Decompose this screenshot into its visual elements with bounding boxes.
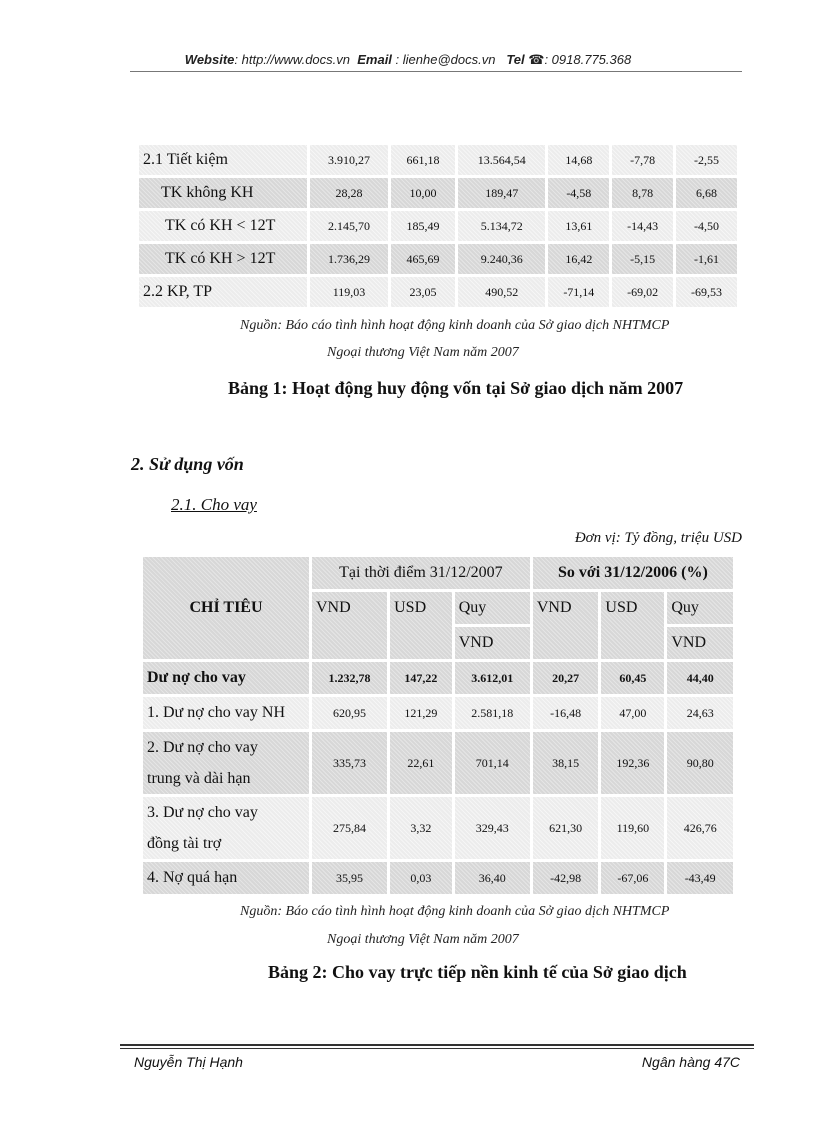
table-cell: -69,53	[676, 277, 737, 307]
deposit-table	[136, 142, 740, 310]
table-cell: -42,98	[533, 862, 599, 894]
unit-note: Đơn vị: Tỷ đồng, triệu USD	[574, 530, 742, 546]
header-group-compare: So với 31/12/2006 (%)	[533, 557, 733, 589]
table-cell: 5.134,72	[458, 211, 545, 241]
table2-source-line2: Ngoại thương Việt Nam năm 2007	[327, 932, 519, 947]
row-label	[143, 732, 309, 794]
table-cell: 329,43	[455, 797, 530, 859]
footer-class: Ngân hàng 47C	[641, 1054, 740, 1070]
header-indicator: CHỈ TIÊU	[143, 557, 309, 659]
table-cell: 3,32	[390, 797, 452, 859]
table-row	[143, 662, 733, 694]
table-cell: 8,78	[612, 178, 673, 208]
table-row	[139, 244, 737, 274]
table-cell: -2,55	[676, 145, 737, 175]
subheader-vnd-pct: VND	[533, 592, 599, 659]
table-cell: 23,05	[391, 277, 455, 307]
table-cell: -43,49	[667, 862, 733, 894]
footer-divider	[120, 1044, 754, 1046]
table-row	[139, 277, 737, 307]
row-label: TK có KH < 12T	[139, 211, 307, 241]
table-cell: 701,14	[455, 732, 530, 794]
tel-label: Tel	[506, 52, 525, 67]
table-cell: 335,73	[312, 732, 387, 794]
table-cell: 119,60	[601, 797, 664, 859]
table-cell: 16,42	[548, 244, 609, 274]
row-label: TK không KH	[139, 178, 307, 208]
table-cell: 2.581,18	[455, 697, 530, 729]
table-cell: 24,63	[667, 697, 733, 729]
table-cell: 6,68	[676, 178, 737, 208]
table2-caption: Bảng 2: Cho vay trực tiếp nền kinh tế của Sở giao dịch	[268, 962, 687, 982]
table-cell: 661,18	[391, 145, 455, 175]
table-cell: -71,14	[548, 277, 609, 307]
footer-divider-thin	[120, 1048, 754, 1049]
row-label: 2.1 Tiết kiệm	[139, 145, 307, 175]
table-row	[143, 862, 733, 894]
table-row	[143, 732, 733, 794]
table-cell: 185,49	[391, 211, 455, 241]
table-cell: 13.564,54	[458, 145, 545, 175]
table-cell: -5,15	[612, 244, 673, 274]
email-label: Email	[357, 52, 392, 67]
table-cell: -4,58	[548, 178, 609, 208]
website-label: Website	[184, 52, 235, 67]
table-cell: 22,61	[390, 732, 452, 794]
subheader-usd-pct: USD	[601, 592, 664, 659]
table-cell: 147,22	[390, 662, 452, 694]
table-cell: 490,52	[458, 277, 545, 307]
table-cell: 620,95	[312, 697, 387, 729]
table-cell: 3.612,01	[455, 662, 530, 694]
loan-table	[140, 554, 736, 897]
subheader-quy-vnd: VND	[455, 627, 530, 659]
table-cell: 192,36	[601, 732, 664, 794]
table-cell: 0,03	[390, 862, 452, 894]
table-cell: 44,40	[667, 662, 733, 694]
table2-source-line1: Nguồn: Báo cáo tình hình hoạt động kinh doanh của Sở giao dịch NHTMCP	[240, 904, 670, 919]
footer-author: Nguyễn Thị Hạnh	[134, 1054, 243, 1070]
table-header-row	[143, 557, 733, 589]
table-cell: 426,76	[667, 797, 733, 859]
table-row	[143, 797, 733, 859]
row-label-line1: 2. Dư nợ cho vay	[147, 739, 258, 756]
table-cell: 1.736,29	[310, 244, 388, 274]
header-divider	[130, 71, 742, 72]
table-row	[143, 697, 733, 729]
email-value[interactable]: : lienhe@docs.vn	[395, 52, 496, 67]
table-cell: -69,02	[612, 277, 673, 307]
table-row	[139, 178, 737, 208]
table-cell: 14,68	[548, 145, 609, 175]
table-cell: 2.145,70	[310, 211, 388, 241]
table1-source-line1: Nguồn: Báo cáo tình hình hoạt động kinh doanh của Sở giao dịch NHTMCP	[240, 318, 670, 333]
table-cell: -14,43	[612, 211, 673, 241]
table-row	[139, 145, 737, 175]
subheader-quy-pct: Quy	[667, 592, 733, 624]
table-cell: 121,29	[390, 697, 452, 729]
table-cell: 36,40	[455, 862, 530, 894]
subsection-title: 2.1. Cho vay	[171, 495, 257, 514]
table-row	[139, 211, 737, 241]
header-group-current: Tại thời điểm 31/12/2007	[312, 557, 530, 589]
table-cell: 35,95	[312, 862, 387, 894]
section-title: 2. Sử dụng vốn	[131, 454, 244, 474]
website-value[interactable]: : http://www.docs.vn	[234, 52, 350, 67]
table-cell: 90,80	[667, 732, 733, 794]
subheader-vnd: VND	[312, 592, 387, 659]
table-cell: 47,00	[601, 697, 664, 729]
table-cell: -1,61	[676, 244, 737, 274]
row-label: 1. Dư nợ cho vay NH	[143, 697, 309, 729]
table-cell: 28,28	[310, 178, 388, 208]
table-cell: 10,00	[391, 178, 455, 208]
table-cell: -4,50	[676, 211, 737, 241]
table-cell: 9.240,36	[458, 244, 545, 274]
table-cell: 621,30	[533, 797, 599, 859]
table-cell: -67,06	[601, 862, 664, 894]
row-label-line1: 3. Dư nợ cho vay	[147, 804, 258, 821]
table1-source-line2: Ngoại thương Việt Nam năm 2007	[327, 345, 519, 360]
page-header	[0, 52, 816, 68]
subheader-quy: Quy	[455, 592, 530, 624]
tel-value: : 0918.775.368	[544, 52, 632, 67]
row-label	[143, 797, 309, 859]
table-cell: 60,45	[601, 662, 664, 694]
row-label: 2.2 KP, TP	[139, 277, 307, 307]
subheader-usd: USD	[390, 592, 452, 659]
table-cell: -7,78	[612, 145, 673, 175]
row-label: Dư nợ cho vay	[143, 662, 309, 694]
table-cell: 13,61	[548, 211, 609, 241]
table-cell: 1.232,78	[312, 662, 387, 694]
row-label-line2: đồng tài trợ	[147, 835, 222, 852]
table-cell: -16,48	[533, 697, 599, 729]
table-cell: 275,84	[312, 797, 387, 859]
table-cell: 189,47	[458, 178, 545, 208]
table1-caption: Bảng 1: Hoạt động huy động vốn tại Sở giao dịch năm 2007	[228, 378, 684, 398]
row-label: 4. Nợ quá hạn	[143, 862, 309, 894]
table-cell: 3.910,27	[310, 145, 388, 175]
phone-icon: ☎	[528, 52, 545, 67]
row-label: TK có KH > 12T	[139, 244, 307, 274]
table-cell: 20,27	[533, 662, 599, 694]
row-label-line2: trung và dài hạn	[147, 770, 251, 787]
table-cell: 38,15	[533, 732, 599, 794]
table-cell: 119,03	[310, 277, 388, 307]
table-cell: 465,69	[391, 244, 455, 274]
subheader-quy-vnd-pct: VND	[667, 627, 733, 659]
